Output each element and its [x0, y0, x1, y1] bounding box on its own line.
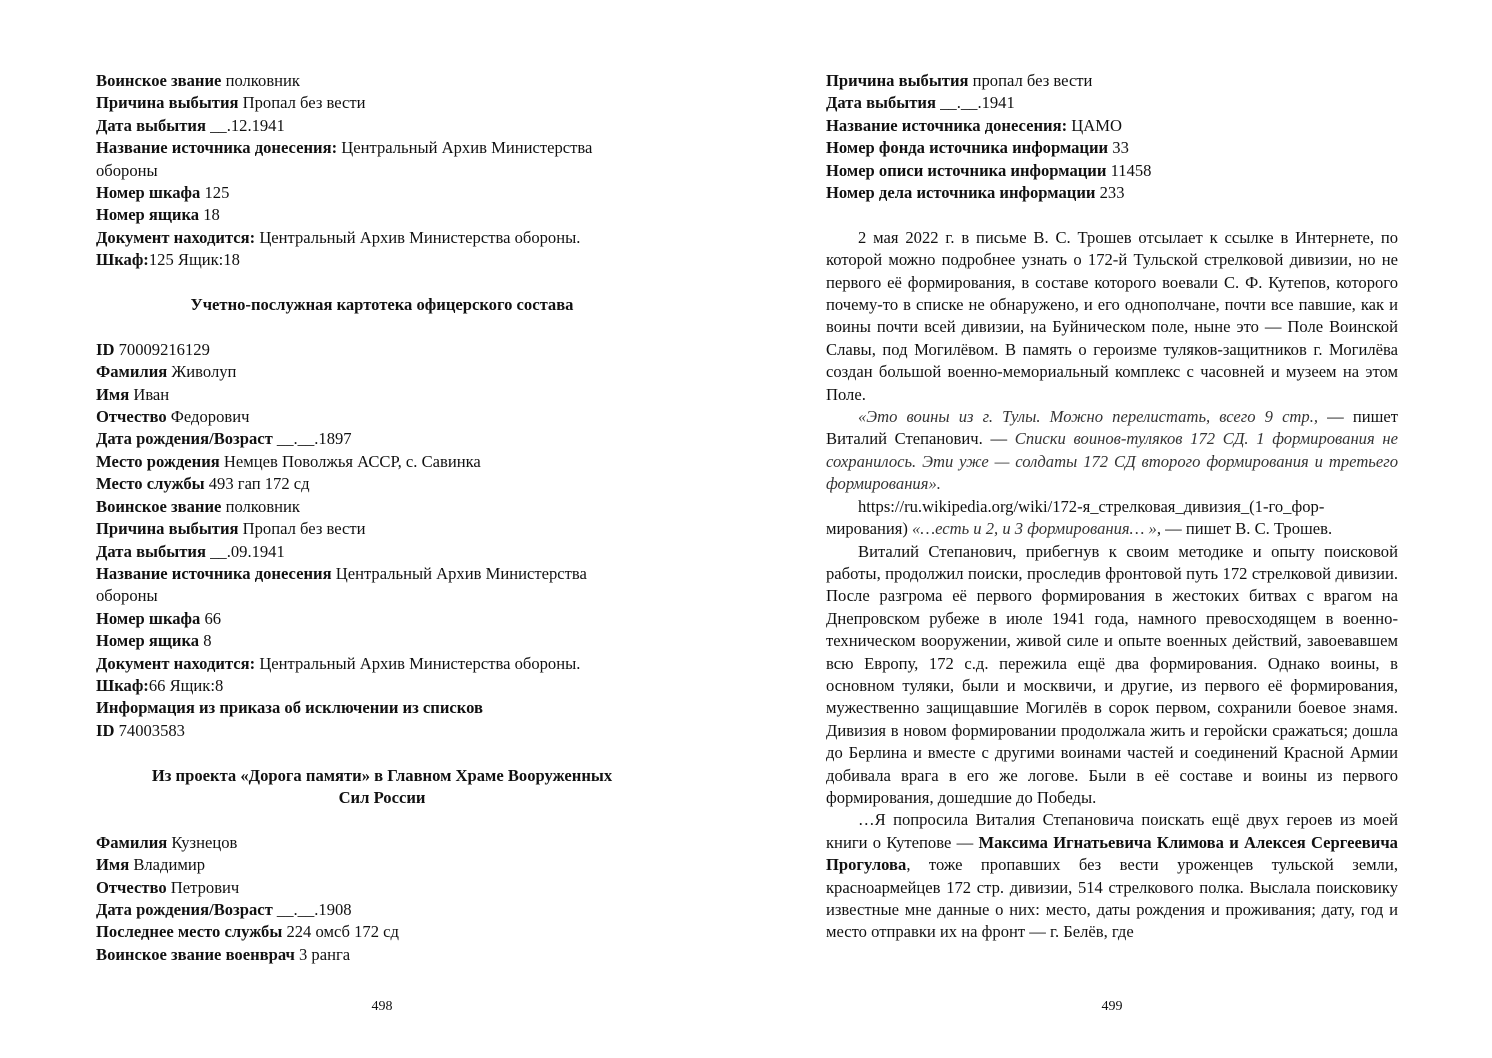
record-value: Кузнецов: [167, 832, 238, 852]
record-line: [96, 720, 668, 742]
paragraph-request: …Я попросила Виталия Степановича поискать ещё двух героев из моей книги о Кутепове — Максима Игнатьевича Климова и Алексея Сергеевича Прогулова, тоже пропавших без вести уроженцев тульской земли, красноармейцев 172 стр. дивизии, 514 стрелкового полка. Выслала поисковику известные мне данные о них: место, даты рождения и проживания; дату, год и место отправки их на фронт — г. Белёв, где: [826, 810, 1398, 942]
record-value: __.__.1897: [272, 429, 352, 449]
record-line: [826, 115, 1398, 137]
record-value: Живолуп: [167, 362, 237, 382]
record-line: [96, 496, 668, 518]
record-line: [96, 70, 668, 92]
record-block-2: [96, 339, 668, 742]
record-label: Дата выбытия: [826, 93, 936, 113]
record-label: Название источника донесения:: [96, 138, 338, 158]
record-label: Фамилия: [96, 832, 168, 852]
record-line: [96, 339, 668, 361]
heading-line: Сил России: [338, 787, 426, 807]
record-line: [96, 227, 668, 249]
record-line: [96, 428, 668, 450]
record-label: Воинское звание: [96, 71, 222, 90]
record-label: Место службы: [96, 474, 205, 494]
record-line: [826, 137, 1398, 159]
record-value: __.12.1941: [205, 115, 285, 135]
record-line: [96, 675, 668, 697]
left-page: [96, 70, 668, 966]
record-label: Фамилия: [96, 362, 168, 382]
section-heading-card-index: Учетно-послужная картотека офицерского состава: [190, 295, 574, 315]
record-label: Шкаф:: [96, 675, 149, 695]
record-line: [96, 585, 668, 607]
record-line: [96, 249, 668, 271]
record-value: 125 Ящик:18: [148, 250, 240, 270]
record-label: Отчество: [96, 407, 167, 427]
record-value: Центральный Архив Министерства: [337, 138, 593, 158]
record-label: Номер описи источника информации: [826, 160, 1107, 180]
record-block-3: [96, 832, 668, 966]
record-line: [96, 384, 668, 406]
record-label: Имя: [96, 855, 130, 875]
record-label: Дата рождения/Возраст: [96, 429, 273, 449]
record-value: Центральный Архив Министерства обороны.: [255, 227, 581, 247]
record-value: пропал без вести: [968, 71, 1093, 90]
record-line: [96, 854, 668, 876]
record-line: [96, 541, 668, 563]
record-label: Дата рождения/Возраст: [96, 899, 273, 919]
record-label: Номер дела источника информации: [826, 183, 1096, 203]
record-label: Причина выбытия: [96, 93, 239, 113]
record-line: [826, 160, 1398, 182]
record-value: Петрович: [166, 877, 240, 897]
record-line: [96, 92, 668, 114]
record-line: [96, 406, 668, 428]
record-label: ID: [96, 339, 115, 359]
record-label: ID: [96, 720, 115, 740]
record-value: 74003583: [114, 720, 185, 740]
record-value: Владимир: [129, 855, 206, 875]
record-label: Отчество: [96, 877, 167, 897]
record-value: 493 гап 172 сд: [204, 474, 310, 494]
paragraph-letter: 2 мая 2022 г. в письме В. С. Трошев отсылает к ссылке в Интернете, по которой можно подробнее узнать о 172-й Тульской стрелковой дивизии, но не первого её формирования, в составе которого воевали С. Ф. Кутепов, которого почему-то в списке не обнаружено, и его однополчане, почти все павшие, как и воины почти всей дивизии, на Буйническом поле, ныне это — Поле Воинской Славы, под Могилёвом. В память о героизме туляков-защитников г. Могилёва создан большой военно-мемориальный комплекс с часовней и музеем на этом Поле.: [826, 227, 1398, 404]
record-line: [96, 697, 668, 719]
record-label: Номер ящика: [96, 631, 200, 651]
record-label: Номер ящика: [96, 205, 200, 225]
paragraph-link: https://ru.wikipedia.org/wiki/172-я_стрелковая_дивизия_(1-го_формирования) «…есть и 2, и 3 формирования… », — пишет В. С. Трошев.: [826, 496, 1333, 539]
record-value: 66 Ящик:8: [148, 675, 224, 695]
record-value: Немцев Поволжья АССР, с. Савинка: [219, 451, 481, 471]
record-value: обороны: [96, 586, 158, 606]
record-label: Документ находится:: [96, 653, 256, 673]
record-value: полковник: [221, 71, 300, 90]
record-label: Номер шкафа: [96, 608, 201, 628]
record-label: Дата выбытия: [96, 115, 206, 135]
record-label: Последнее место службы: [96, 922, 283, 942]
record-value: полковник: [221, 496, 300, 516]
page-number-right: 499: [1101, 999, 1123, 1014]
section-heading-memory-road: [96, 765, 668, 810]
paragraph-search: Виталий Степанович, прибегнув к своим методике и опыту поисковой работы, продолжил поиски, проследив фронтовой путь 172 стрелковой дивизии. После разгрома её первого формирования в жестоких битвах с врагом на Днепровском рубеже в июле 1941 года, намного превосходящем в военно-техническом вооружении, живой силе и опыте военных действий, завоевавшем всю Европу, 172 с.д. пережила ещё два формирования. Однако воины, в основном туляки, были и москвичи, и другие, из первого её формирования, мужественно защищавшие Могилёв в сорок первом, сохранили боевое знамя. Дивизия в новом формировании продолжала жить и геройски сражаться; дошла до Берлина и вместе с другими воинами частей и соединений Красной Армии добивала врага в его же логове. Были в её составе и воины из первого формирования, дошедшие до Победы.: [826, 541, 1398, 807]
record-value: 224 омсб 172 сд: [282, 922, 399, 942]
heading-line: Из проекта «Дорога памяти» в Главном Храме Вооруженных: [151, 765, 613, 785]
record-value: Пропал без вести: [238, 93, 366, 113]
wiki-link-text: https://ru.wikipedia.org/wiki/172-я_стрелковая_дивизия_(1-го_формирования): [826, 496, 1325, 539]
record-value: 11458: [1106, 160, 1152, 180]
record-line: [826, 70, 1398, 92]
record-value: 66: [200, 608, 222, 628]
paragraph-quote: «Это воины из г. Тулы. Можно перелистать, всего 9 стр., — пишет Виталий Степанович. — Списки воинов-туляков 172 СД. 1 формирования не сохранилось. Эти уже — солдаты 172 СД второго формирования и третьего формирования».: [826, 407, 1398, 494]
record-label: Причина выбытия: [826, 71, 969, 90]
record-line: [96, 451, 668, 473]
record-value: 3 ранга: [294, 944, 351, 964]
record-label: Информация из приказа об исключении из списков: [96, 698, 483, 718]
record-value: 125: [200, 183, 230, 203]
record-value: ЦАМО: [1067, 115, 1122, 135]
record-line: [96, 473, 668, 495]
record-label: Причина выбытия: [96, 519, 239, 539]
record-line: [96, 899, 668, 921]
record-label: Дата выбытия: [96, 541, 206, 561]
record-value: __.__.1908: [272, 899, 352, 919]
page-number-left: 498: [371, 999, 393, 1014]
record-line: [96, 944, 668, 966]
record-line: [96, 832, 668, 854]
record-value: 70009216129: [114, 339, 210, 359]
record-line: [96, 182, 668, 204]
record-line: [96, 877, 668, 899]
record-line: [826, 182, 1398, 204]
record-line: [96, 115, 668, 137]
record-line: [96, 361, 668, 383]
record-value: Центральный Архив Министерства обороны.: [255, 653, 581, 673]
record-block-right: [826, 70, 1398, 204]
record-label: Воинское звание военврач: [96, 944, 295, 964]
right-page: [826, 70, 1398, 944]
record-label: Место рождения: [96, 451, 220, 471]
record-value: 8: [199, 631, 212, 651]
record-value: Федорович: [166, 407, 250, 427]
record-value: __.__.1941: [935, 93, 1015, 113]
record-label: Воинское звание: [96, 496, 222, 516]
record-line: [96, 563, 668, 585]
record-label: Номер фонда источника информации: [826, 138, 1109, 158]
record-line: [96, 630, 668, 652]
record-value: обороны: [96, 160, 158, 180]
record-value: 33: [1108, 138, 1129, 158]
record-label: Шкаф:: [96, 250, 149, 270]
record-line: [96, 608, 668, 630]
record-line: [96, 518, 668, 540]
record-label: Название источника донесения: [96, 563, 332, 583]
record-value: Центральный Архив Министерства: [331, 563, 587, 583]
record-line: [96, 921, 668, 943]
record-label: Документ находится:: [96, 227, 256, 247]
record-label: Имя: [96, 384, 130, 404]
record-value: 233: [1095, 183, 1125, 203]
record-line: [96, 204, 668, 226]
record-value: Иван: [129, 384, 170, 404]
record-label: Номер шкафа: [96, 183, 201, 203]
record-label: Название источника донесения:: [826, 115, 1068, 135]
record-line: [826, 92, 1398, 114]
record-value: Пропал без вести: [238, 519, 366, 539]
record-value: __.09.1941: [205, 541, 285, 561]
record-block-1: [96, 70, 668, 272]
record-line: [96, 653, 668, 675]
record-value: 18: [199, 205, 220, 225]
record-line: [96, 137, 668, 159]
record-line: [96, 160, 668, 182]
